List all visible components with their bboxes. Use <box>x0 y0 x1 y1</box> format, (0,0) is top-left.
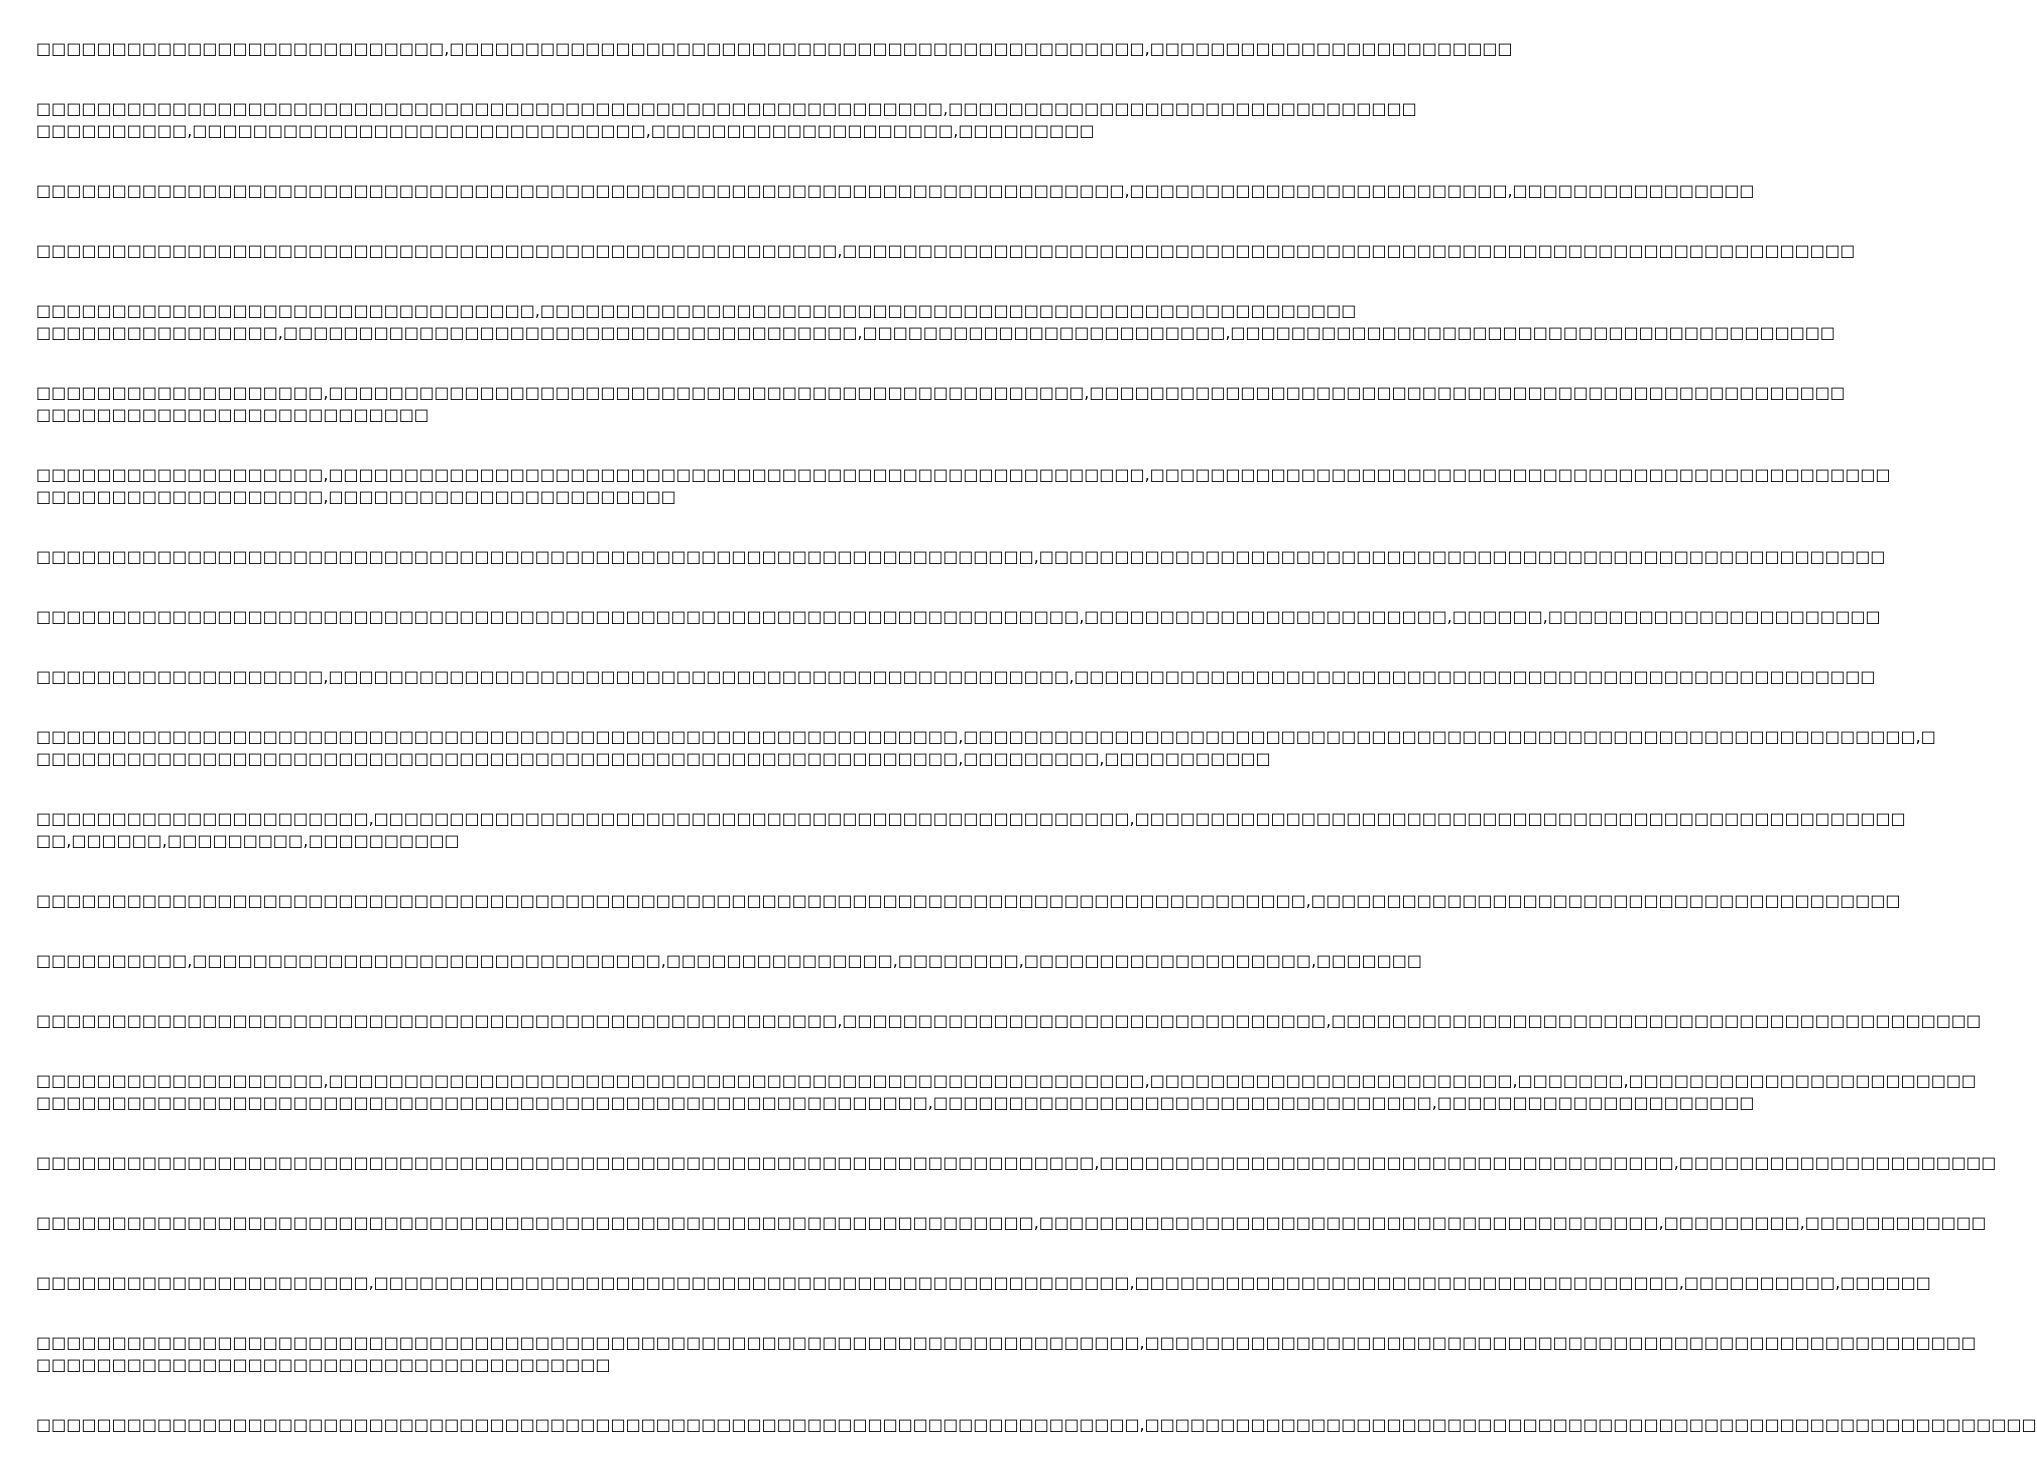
text-line: □□□□□□□□□□□□□□□□□□□,□□□□□□□□□□□□□□□□□□□□□□□□□□□□□□□□□□□□□□□□□□□□□□□□□□□□□□,□□□□□□□□□□□□□□□□□□□□□□□□,□□□□□□□,□□□□□□□□□□□□□□□□□□□□□□□ <box>36 1071 1977 1090</box>
paragraph <box>36 1152 1997 1174</box>
paragraph <box>36 1272 1931 1294</box>
paragraph <box>36 1414 2037 1436</box>
text-line: □□□□□□□□□□□□□□□□□□□□□□□□□□□□□□□□□□□□□□□□□□□□□□□□□□□□□□□□□□□□□□□□□□□□□,□□□□□□□□□□□□□□□□□□□□□□□□,□□□□□□,□□□□□□□□□□□□□□□□□□□□□□ <box>36 607 1881 626</box>
text-line: □□□□□□□□□□□□□□□□□□□□□□□□□□□□□□□□□□□□□□□□□□□□□□□□□□□□□□□□□□□□□□□□□□,□□□□□□□□□□□□□□□□□□□□□□□□□□□□□□□□□□□□□□□□□□□□□□□□□□□□□□□□ <box>36 547 1886 566</box>
text-line: □□□□□□□□□□□□□□□□□□□,□□□□□□□□□□□□□□□□□□□□□□□□□□□□□□□□□□□□□□□□□□□□□□□□□□,□□□□□□□□□□□□□□□□□□□□□□□□□□□□□□□□□□□□□□□□□□□□□□□□□□ <box>36 383 1846 402</box>
paragraph <box>36 382 1846 426</box>
text-line: □□□□□□□□□□□□□□□□□□□□□□□□□□□□□□□□□□□□□□□□□□□□□□□□□□□□□□□□□□□□□□□□□□□□□□□□,□□□□□□□□□□□□□□□□□□□□□□□□□,□□□□□□□□□□□□□□□□ <box>36 181 1755 200</box>
text-line: □□□□□□□□□□□□□□□□□□□□□□,□□□□□□□□□□□□□□□□□□□□□□□□□□□□□□□□□□□□□□□□□□□□□□□□□□,□□□□□□□□□□□□□□□□□□□□□□□□□□□□□□□□□□□□□□□□□□□□□□□□□□□ <box>36 809 1906 828</box>
paragraph <box>36 890 1901 912</box>
text-line: □□□□□□□□□□□□□□□□□□□□□□□□□□□□□□□□□□□□□□□□□□□□□□□□□□□□□□□□□□□□□□□□□□□□□□,□□□□□□□□□□□□□□□□□□□□□□□□□□□□□□□□□□□□□□,□□□□□□□□□□□□□□□□□□□□□ <box>36 1153 1997 1172</box>
text-line: □□□□□□□□□□□□□□□□□□□□□□□□□□□□□□□□□□□□□□□□□□□□□□□□□□□□□□□□□□□□□□□□□□□□□□□□□,□□□□□□□□□□□□□□□□□□□□□□□□□□□□□□□□□□□□□□□□□□□□□□□□□□□□□□□ <box>36 1333 1977 1352</box>
paragraph <box>36 1332 1977 1376</box>
text-line: □□□□□□□□□□□□□□□□□□□□□□□□□□□□□□□□□□□□□□□□□□□□□□□□□□□□□□□□□□□□□□□□□□□□□□□□□□□□□□□□□□□□,□□□□□□□□□□□□□□□□□□□□□□□□□□□□□□□□□□□□□□□ <box>36 891 1901 910</box>
paragraph <box>36 180 1755 202</box>
paragraph <box>36 726 1936 770</box>
document-page <box>36 38 2037 1474</box>
text-line: □□□□□□□□□□□□□□□□□□□□□□□□□□□□□□□□□□□□□□□□□□□□□□□□□□□□□□□□□□□□□□□□□□□□□□□□□,□□□□□□□□□□□□□□□□□□□□□□□□□□□□□□□□□□□□□□□□□□□□□□□□□□□□□□□□□□□ <box>36 1415 2037 1434</box>
text-line: □□□□□□□□□□□□□□□□□□□□□□□□□□□□□□□□□□□□□□□□□□□□□□□□□□□□□□□□□□□,□□□□□□□□□□□□□□□□□□□□□□□□□□□□□□□□□,□□□□□□□□□□□□□□□□□□□□□ <box>36 1093 1755 1112</box>
paragraph <box>36 240 1856 262</box>
text-line: □□□□□□□□□□,□□□□□□□□□□□□□□□□□□□□□□□□□□□□□□,□□□□□□□□□□□□□□□□□□□□,□□□□□□□□□ <box>36 121 1095 140</box>
text-line: □□□□□□□□□□□□□□□□□□□□□□□□□□□□□□□□□,□□□□□□□□□□□□□□□□□□□□□□□□□□□□□□□□□□□□□□□□□□□□□□□□□□□□□□ <box>36 301 1357 320</box>
paragraph <box>36 1212 1987 1234</box>
text-line: □□□□□□□□□□□□□□□□□□□□□□□□□□□□□□□□□□□□□□ <box>36 1355 611 1374</box>
text-line: □□□□□□□□□□,□□□□□□□□□□□□□□□□□□□□□□□□□□□□□□□,□□□□□□□□□□□□□□□,□□□□□□□□,□□□□□□□□□□□□□□□□□□□,□□□□□□□ <box>36 951 1422 970</box>
paragraph <box>36 464 1891 508</box>
text-line: □□□□□□□□□□□□□□□□□□□,□□□□□□□□□□□□□□□□□□□□□□□ <box>36 487 677 506</box>
paragraph <box>36 1010 1982 1032</box>
paragraph <box>36 300 1836 344</box>
text-line: □□□□□□□□□□□□□□□□□□□□□□□□□□□□□□□□□□□□□□□□□□□□□□□□□□□□□□□□□□□□□,□□□□□□□□□,□□□□□□□□□□□ <box>36 749 1271 768</box>
text-line: □□□□□□□□□□□□□□□□□□□□□□,□□□□□□□□□□□□□□□□□□□□□□□□□□□□□□□□□□□□□□□□□□□□□□□□□□,□□□□□□□□□□□□□□□□□□□□□□□□□□□□□□□□□□□□,□□□□□□□□□□,□□□□□□ <box>36 1273 1931 1292</box>
text-line: □□□□□□□□□□□□□□□□□□□□□□□□□□□□□□□□□□□□□□□□□□□□□□□□□□□□□□□□□□□□,□□□□□□□□□□□□□□□□□□□□□□□□□□□□□□□ <box>36 99 1417 118</box>
paragraph <box>36 606 1881 628</box>
paragraph <box>36 38 1513 60</box>
paragraph <box>36 546 1886 568</box>
text-line: □□□□□□□□□□□□□□□□□□□□□□□□□□□,□□□□□□□□□□□□□□□□□□□□□□□□□□□□□□□□□□□□□□□□□□□□□□,□□□□□□□□□□□□□□□□□□□□□□□□ <box>36 39 1513 58</box>
text-line: □□□□□□□□□□□□□□□□□□□□□□□□□□□□□□□□□□□□□□□□□□□□□□□□□□□□□,□□□□□□□□□□□□□□□□□□□□□□□□□□□□□□□□□□□□□□□□□□□□□□□□□□□□□□□□□□□□□□□□□□□ <box>36 241 1856 260</box>
text-line: □□□□□□□□□□□□□□□□,□□□□□□□□□□□□□□□□□□□□□□□□□□□□□□□□□□□□□□,□□□□□□□□□□□□□□□□□□□□□□□□,□□□□□□□□□□□□□□□□□□□□□□□□□□□□□□□□□□□□□□□□ <box>36 323 1836 342</box>
text-line: □□,□□□□□□,□□□□□□□□□,□□□□□□□□□□ <box>36 831 460 850</box>
text-line: □□□□□□□□□□□□□□□□□□□□□□□□□□□□□□□□□□□□□□□□□□□□□□□□□□□□□□□□□□□□□,□□□□□□□□□□□□□□□□□□□□□□□□□□□□□□□□□□□□□□□□□□□□□□□□□□□□□□□□□□□□□□□,□ <box>36 727 1936 746</box>
paragraph <box>36 950 1422 972</box>
text-line: □□□□□□□□□□□□□□□□□□□,□□□□□□□□□□□□□□□□□□□□□□□□□□□□□□□□□□□□□□□□□□□□□□□□□,□□□□□□□□□□□□□□□□□□□□□□□□□□□□□□□□□□□□□□□□□□□□□□□□□□□□□ <box>36 667 1876 686</box>
paragraph <box>36 666 1876 688</box>
text-line: □□□□□□□□□□□□□□□□□□□,□□□□□□□□□□□□□□□□□□□□□□□□□□□□□□□□□□□□□□□□□□□□□□□□□□□□□□,□□□□□□□□□□□□□□□□□□□□□□□□□□□□□□□□□□□□□□□□□□□□□□□□□ <box>36 465 1891 484</box>
text-line: □□□□□□□□□□□□□□□□□□□□□□□□□□□□□□□□□□□□□□□□□□□□□□□□□□□□□,□□□□□□□□□□□□□□□□□□□□□□□□□□□□□□□□,□□□□□□□□□□□□□□□□□□□□□□□□□□□□□□□□□□□□□□□□□□□ <box>36 1011 1982 1030</box>
text-line: □□□□□□□□□□□□□□□□□□□□□□□□□□□□□□□□□□□□□□□□□□□□□□□□□□□□□□□□□□□□□□□□□□,□□□□□□□□□□□□□□□□□□□□□□□□□□□□□□□□□□□□□□□□□,□□□□□□□□□,□□□□□□□□□□□□ <box>36 1213 1987 1232</box>
text-line: □□□□□□□□□□□□□□□□□□□□□□□□□□ <box>36 405 430 424</box>
paragraph <box>36 808 1906 852</box>
paragraph <box>36 98 1417 142</box>
paragraph <box>36 1070 1977 1114</box>
